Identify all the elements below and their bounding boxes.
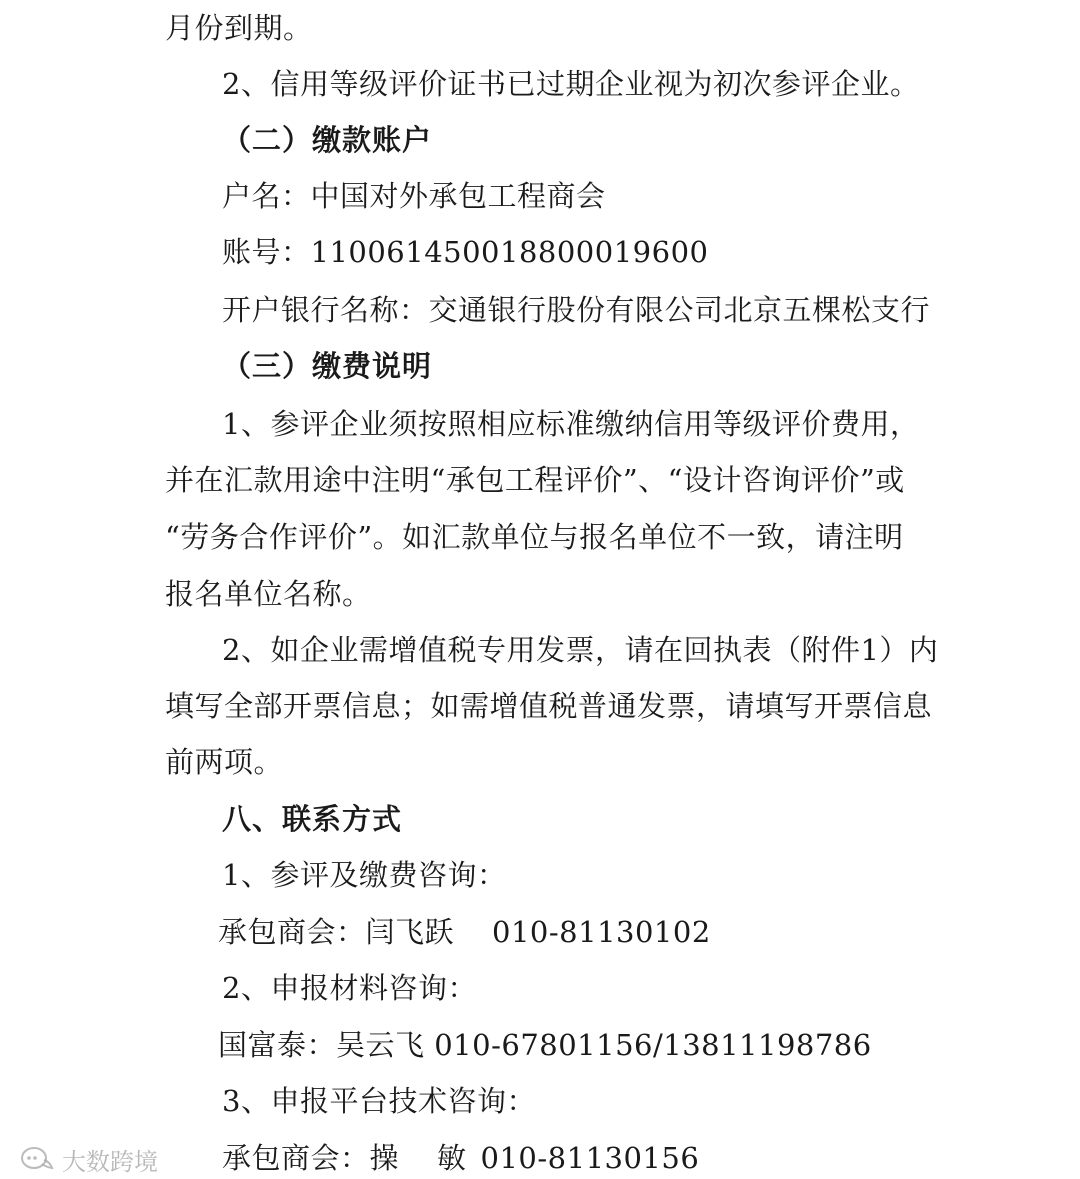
text-line: 1、参评企业须按照相应标准缴纳信用等级评价费用， — [222, 407, 920, 441]
text-line: 前两项。 — [165, 745, 284, 779]
text-line: 并在汇款用途中注明“承包工程评价”、“设计咨询评价”或 — [165, 463, 905, 497]
contact-line — [222, 1138, 699, 1178]
section-heading: （三）缴费说明 — [222, 349, 433, 383]
contact-phone: 010-81130156 — [480, 1141, 700, 1175]
contact-name-part: 敏 — [437, 1141, 467, 1175]
contact-line: 国富泰：吴云飞 010-67801156/13811198786 — [218, 1028, 872, 1062]
contact-name: 承包商会：闫飞跃 — [218, 915, 455, 949]
text-line: 2、如企业需增值税专用发票，请在回执表（附件1）内 — [222, 633, 939, 667]
contact-name: 承包商会：操 — [222, 1141, 400, 1175]
text-line: 月份到期。 — [165, 11, 313, 45]
watermark — [20, 1139, 158, 1179]
text-line: 2、申报材料咨询： — [222, 971, 477, 1005]
section-heading: 八、联系方式 — [222, 802, 403, 836]
text-line: 3、申报平台技术咨询： — [222, 1084, 536, 1118]
text-line: “劳务合作评价”。如汇款单位与报名单位不一致，请注明 — [165, 520, 904, 554]
text-line: 报名单位名称。 — [165, 577, 372, 611]
text-line: 1、参评及缴费咨询： — [222, 858, 507, 892]
text-line: 开户银行名称：交通银行股份有限公司北京五棵松支行 — [222, 293, 931, 327]
contact-phone: 010-81130102 — [492, 915, 711, 949]
text-line: 户名：中国对外承包工程商会 — [222, 179, 606, 213]
text-line: 填写全部开票信息；如需增值税普通发票，请填写开票信息 — [165, 689, 933, 723]
text-line: 2、信用等级评价证书已过期企业视为初次参评企业。 — [222, 67, 920, 101]
watermark-text: 大数跨境 — [62, 1147, 158, 1176]
section-heading: （二）缴款账户 — [222, 123, 433, 157]
bubble-logo-icon — [20, 1146, 54, 1172]
contact-line — [218, 912, 711, 952]
account-number: 账号：110061450018800019600 — [222, 235, 709, 269]
